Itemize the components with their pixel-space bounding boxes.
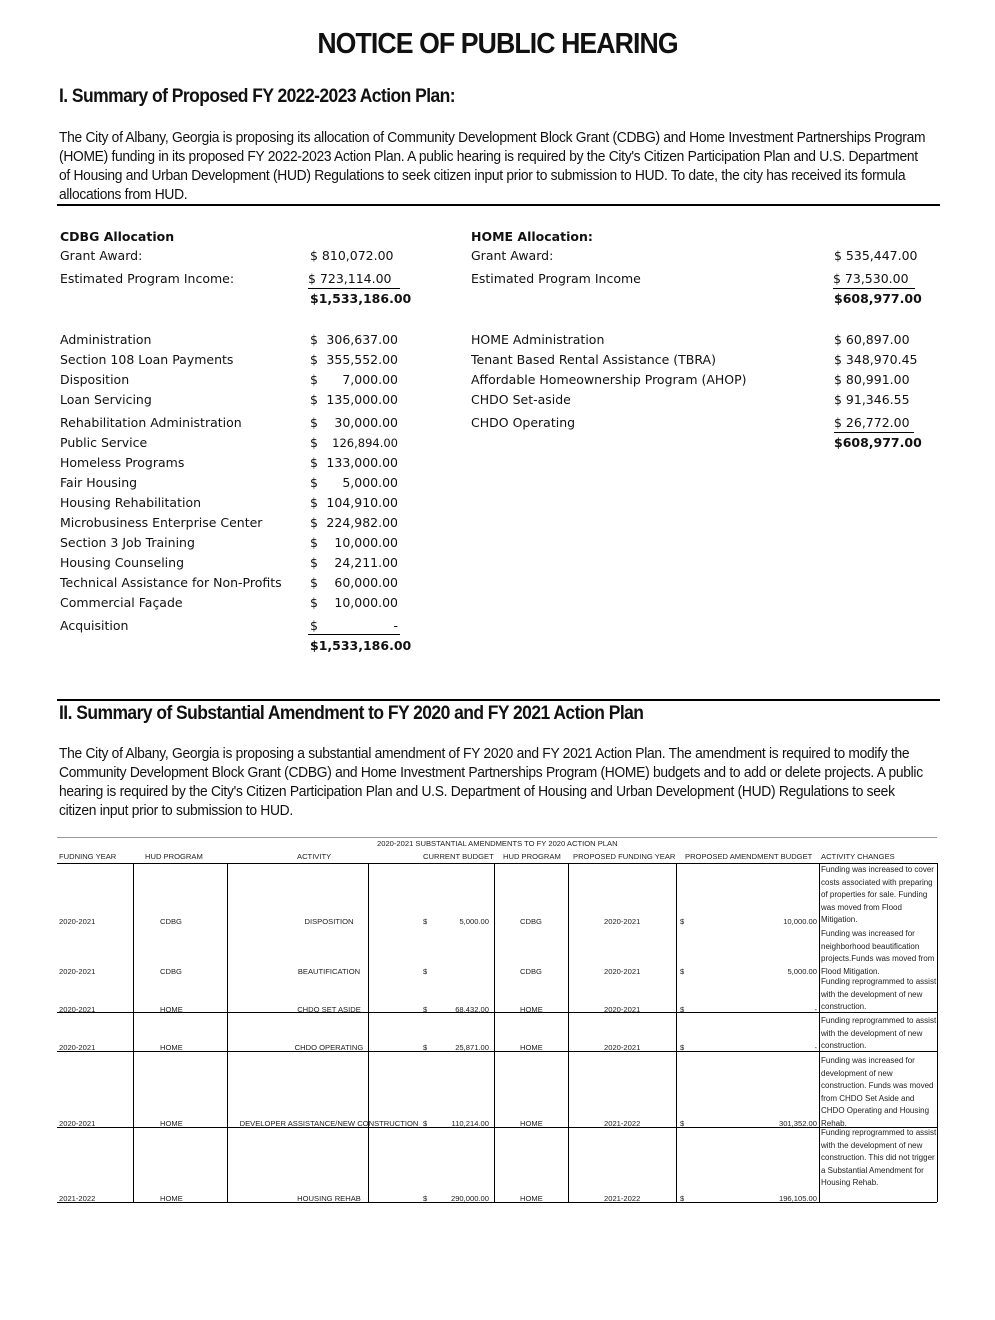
row-current-budget: 25,871.00 [455,1043,489,1052]
row-hud-program: CDBG [160,967,182,976]
row-current-currency: $ [423,1005,428,1014]
cdbg-item-label: Rehabilitation Administration [60,415,242,430]
cdbg-item-value: 30,000.00 [334,415,398,430]
cdbg-item-value: 133,000.00 [326,455,398,470]
home-item-label: CHDO Set-aside [471,392,571,407]
table-column-rule [494,863,495,1202]
row-hud-program: HOME [160,1005,183,1014]
row-funding-year: 2021-2022 [59,1194,96,1203]
row-activity-changes: Funding reprogrammed to assist with the development of new construction. This did not trigger a Substantial Amendment for Housing Rehab. [821,1128,937,1188]
cdbg-item-label: Section 3 Job Training [60,535,195,550]
row-proposed-year: 2021-2022 [604,1194,641,1203]
row-current-currency: $ [423,1194,428,1203]
row-hud-program-2: CDBG [520,967,542,976]
section1-divider [57,204,940,206]
cdbg-item-label: Technical Assistance for Non-Profits [60,575,282,590]
home-item-label: CHDO Operating [471,415,576,430]
cdbg-item-value: 126,894.00 [332,436,398,450]
amendment-table [57,837,937,1207]
page-title: NOTICE OF PUBLIC HEARING [317,28,678,60]
home-item-label: Affordable Homeownership Program (AHOP) [471,372,747,387]
home-income-value: $ 73,530.00 [833,270,915,289]
row-proposed-budget: 196,105.00 [778,1194,817,1203]
cdbg-item-label: Microbusiness Enterprise Center [60,515,263,530]
row-funding-year: 2020-2021 [59,1043,96,1052]
row-activity: BEAUTIFICATION [297,967,361,976]
home-grant-label: Grant Award: [471,248,554,263]
row-activity-changes: Funding was increased for development of new construction. Funds was moved from CHDO Set Aside and CHDO Operating and Housing Rehab. [821,1056,934,1128]
row-proposed-currency: $ [680,1194,685,1203]
section2-paragraph: The City of Albany, Georgia is proposing a substantial amendment of FY 2020 and FY 2021 Action Plan. The amendment is required to modify the Community Development Block Grant (CDBG) and Home Investment Partnerships Program (HOME) budgets and to add or delete projects. A public hearing is required by the City's Citizen Participation Plan and U.S. Department of Housing and Urban Development (HUD) Regulations to seek citizen input prior to submission to HUD. [59,746,923,819]
table-header-rule [57,863,937,864]
table-top-line [57,837,937,838]
home-item-value: $ 26,772.00 [834,414,914,433]
cdbg-item-label: Section 108 Loan Payments [60,352,234,367]
row-activity-changes: Funding was increased to cover costs associated with preparing of properties for sale. Funding was moved from Flood Mitigation. [821,865,934,925]
section2-divider [57,699,940,701]
row-activity: DEVELOPER ASSISTANCE/NEW CONSTRUCTION [239,1119,419,1128]
cdbg-item-value: 224,982.00 [326,515,398,530]
cdbg-income-value: $ 723,114.00 [308,270,400,289]
home-grant-value: $ 535,447.00 [834,248,918,263]
cdbg-item-label: Homeless Programs [60,455,185,470]
section2-heading: II. Summary of Substantial Amendment to FY 2020 and FY 2021 Action Plan [59,703,644,724]
cdbg-grant-value: $ 810,072.00 [310,248,394,263]
home-allocation [471,228,921,458]
cdbg-item-value: - [393,618,398,633]
cdbg-item-currency: $ [310,332,318,347]
cdbg-item-value: 10,000.00 [334,595,398,610]
home-item-value: $ 60,897.00 [834,332,910,347]
table-column-rule [568,863,569,1202]
row-hud-program-2: CDBG [520,917,542,926]
cdbg-item-value: 10,000.00 [334,535,398,550]
row-funding-year: 2020-2021 [59,1005,96,1014]
cdbg-item-label: Commercial Façade [60,595,183,610]
cdbg-total-rule [308,634,400,635]
row-activity: DISPOSITION [304,917,354,926]
row-proposed-currency: $ [680,1005,685,1014]
cdbg-item-currency: $ [310,618,318,633]
row-funding-year: 2020-2021 [59,1119,96,1128]
row-current-budget: 110,214.00 [451,1119,489,1128]
table-header-cell: PROPOSED AMENDMENT BUDGET [685,852,813,861]
cdbg-item-currency: $ [310,372,318,387]
table-header-cell: FUDNING YEAR [59,852,117,861]
row-proposed-year: 2021-2022 [604,1119,641,1128]
cdbg-item-value: 24,211.00 [334,555,398,570]
home-subtotal: $608,977.00 [834,291,922,306]
row-proposed-budget: 10,000.00 [783,917,817,926]
cdbg-item-currency: $ [310,495,318,510]
cdbg-item-currency: $ [310,435,318,450]
home-item-value: $ 80,991.00 [834,372,910,387]
row-activity: CHDO OPERATING [294,1043,364,1052]
cdbg-subtotal: $1,533,186.00 [310,291,412,306]
table-header-cell: PROPOSED FUNDING YEAR [573,852,676,861]
row-current-currency: $ [423,967,428,976]
row-hud-program-2: HOME [520,1119,543,1128]
cdbg-item-currency: $ [310,535,318,550]
row-proposed-budget: 5,000.00 [787,967,817,976]
cdbg-item-label: Fair Housing [60,475,138,490]
table-header-cell: ACTIVITY [297,852,332,861]
row-activity: HOUSING REHAB [297,1194,361,1203]
cdbg-item-currency: $ [310,515,318,530]
row-activity-changes: Funding was increased for neighborhood beautification projects.Funds was moved from Flood Mitigation. [821,929,935,976]
table-header-cell: CURRENT BUDGET [423,852,494,861]
cdbg-item-value: 135,000.00 [326,392,398,407]
row-proposed-budget: - [814,1043,817,1052]
row-current-currency: $ [423,1119,428,1128]
home-item-label: Tenant Based Rental Assistance (TBRA) [471,352,716,367]
row-activity-changes: Funding reprogrammed to assist with the development of new construction. [821,1016,937,1051]
cdbg-item-value: 306,637.00 [326,332,398,347]
cdbg-item-label: Administration [60,332,152,347]
row-proposed-currency: $ [680,967,685,976]
home-total: $608,977.00 [834,435,922,450]
section1-heading: I. Summary of Proposed FY 2022-2023 Action Plan: [59,86,456,107]
cdbg-item-value: 7,000.00 [342,372,398,387]
table-column-rule [133,863,134,1202]
home-heading: HOME Allocation: [471,229,593,244]
cdbg-item-currency: $ [310,455,318,470]
table-column-rule [676,863,677,1202]
row-current-budget: 290,000.00 [450,1194,489,1203]
row-funding-year: 2020-2021 [59,967,96,976]
cdbg-item-currency: $ [310,352,318,367]
cdbg-item-label: Housing Counseling [60,555,185,570]
row-funding-year: 2020-2021 [59,917,96,926]
table-caption: 2020-2021 SUBSTANTIAL AMENDMENTS TO FY 2020 ACTION PLAN [377,839,618,848]
cdbg-item-label: Loan Servicing [60,392,152,407]
row-hud-program: HOME [160,1194,183,1203]
row-hud-program-2: HOME [520,1043,543,1052]
cdbg-item-currency: $ [310,475,318,490]
cdbg-item-value: 355,552.00 [326,352,398,367]
row-proposed-currency: $ [680,1119,685,1128]
row-proposed-budget: - [814,1005,817,1014]
table-column-rule [227,863,228,1202]
cdbg-item-currency: $ [310,392,318,407]
section1-paragraph: The City of Albany, Georgia is proposing its allocation of Community Development Block Grant (CDBG) and Home Investment Partnerships Program (HOME) funding in its proposed FY 2022-2023 Action Plan. A public hearing is required by the City's Citizen Participation Plan and U.S. Department of Housing and Urban Development (HUD) Regulations to seek citizen input prior to submission to HUD. To date, the city has received its formula allocations from HUD. [59,130,926,203]
row-proposed-year: 2020-2021 [604,1005,641,1014]
table-header-cell: HUD PROGRAM [145,852,203,861]
row-hud-program-2: HOME [520,1005,543,1014]
cdbg-item-label: Acquisition [60,618,129,633]
row-hud-program: HOME [160,1119,183,1128]
row-hud-program: CDBG [160,917,182,926]
row-hud-program-2: HOME [520,1194,543,1203]
home-item-value: $ 91,346.55 [834,392,910,407]
row-proposed-year: 2020-2021 [604,917,641,926]
cdbg-allocation [60,228,412,658]
cdbg-item-label: Housing Rehabilitation [60,495,202,510]
cdbg-item-value: 60,000.00 [334,575,398,590]
row-current-currency: $ [423,1043,428,1052]
table-column-rule [368,863,369,1202]
cdbg-item-currency: $ [310,595,318,610]
row-activity-changes: Funding reprogrammed to assist with the development of new construction. [821,977,937,1012]
cdbg-grant-label: Grant Award: [60,248,143,263]
cdbg-item-label: Disposition [60,372,130,387]
row-current-budget: 5,000.00 [459,917,489,926]
row-proposed-currency: $ [680,917,685,926]
row-proposed-year: 2020-2021 [604,967,641,976]
cdbg-income-label: Estimated Program Income: [60,271,235,286]
row-current-currency: $ [423,917,428,926]
cdbg-item-currency: $ [310,575,318,590]
row-proposed-year: 2020-2021 [604,1043,641,1052]
cdbg-item-currency: $ [310,555,318,570]
table-header-cell: HUD PROGRAM [503,852,561,861]
table-column-rule [819,863,820,1202]
row-current-budget: 68,432.00 [455,1005,489,1014]
cdbg-heading: CDBG Allocation [60,229,175,244]
cdbg-item-value: 5,000.00 [342,475,398,490]
row-proposed-budget: 301,352.00 [778,1119,817,1128]
cdbg-item-label: Public Service [60,435,148,450]
row-activity: CHDO SET ASIDE [297,1005,361,1014]
row-proposed-currency: $ [680,1043,685,1052]
cdbg-total: $1,533,186.00 [310,638,412,653]
home-item-value: $ 348,970.45 [834,352,918,367]
cdbg-item-value: 104,910.00 [326,495,398,510]
row-hud-program: HOME [160,1043,183,1052]
home-income-label: Estimated Program Income [471,271,641,286]
home-item-label: HOME Administration [471,332,605,347]
table-header-cell: ACTIVITY CHANGES [821,852,895,861]
cdbg-item-currency: $ [310,415,318,430]
